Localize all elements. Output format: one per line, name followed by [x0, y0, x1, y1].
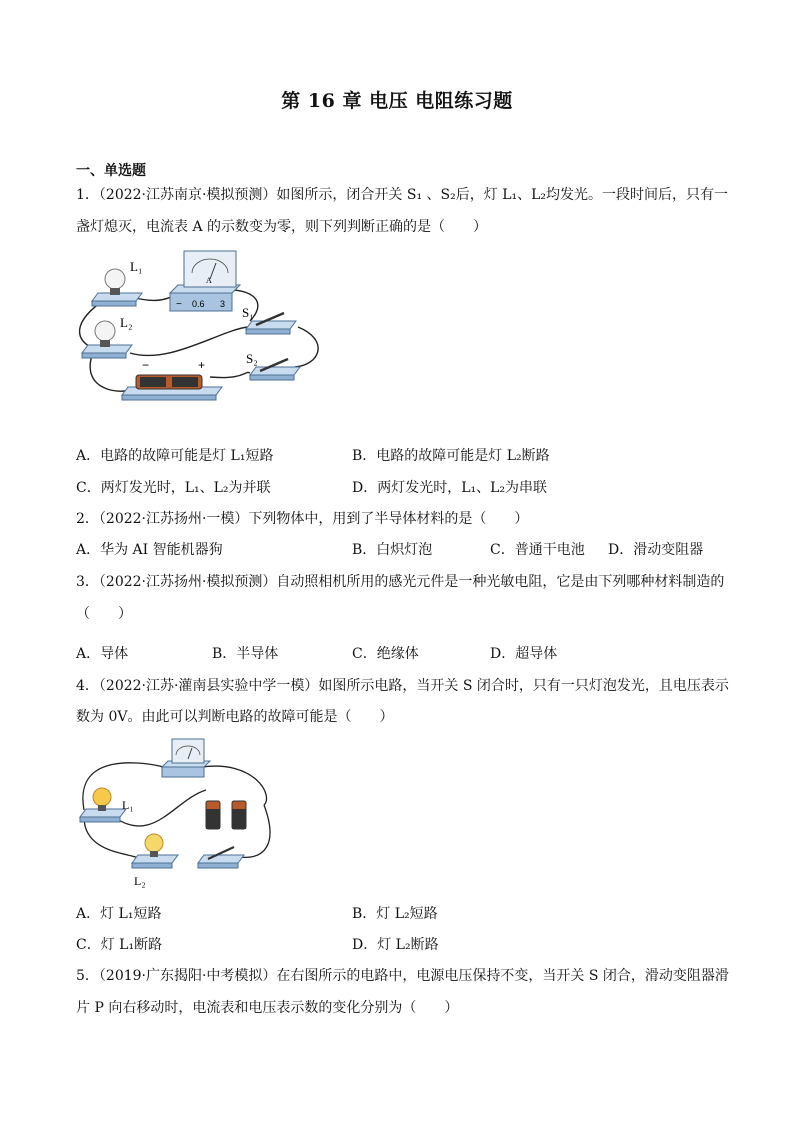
q4-lamp-l2-bulb-icon [145, 834, 163, 852]
q4-label-l1: L₁ [122, 798, 134, 812]
switch-s1-base [246, 329, 290, 334]
q1-ammeter-terminal-06: 0.6 [192, 299, 205, 309]
q2-option-b[interactable]: B．白炽灯泡 [352, 542, 433, 558]
q4-option-d[interactable]: D．灯 L₂断路 [352, 937, 439, 953]
q1-option-b[interactable]: B．电路的故障可能是灯 L₂断路 [352, 448, 550, 464]
q3-option-a[interactable]: A．导体 [76, 646, 129, 662]
voltmeter-base [162, 767, 204, 777]
lamp-l2-base [82, 353, 126, 358]
q1-battery-plus: + [198, 358, 206, 372]
q1-stem-line1: 1．（2022·江苏南京·模拟预测）如图所示，闭合开关 S₁ 、S₂后，灯 L₁、L₂均发光。一段时间后，只有一 [76, 187, 729, 203]
lamp-l2-bulb-icon [95, 321, 115, 341]
q3-option-b[interactable]: B．半导体 [212, 646, 279, 662]
q1-option-d[interactable]: D．两灯发光时，L₁、L₂为串联 [352, 480, 548, 496]
q2-option-d[interactable]: D．滑动变阻器 [608, 542, 704, 558]
q1-label-l2: L₂ [120, 315, 133, 330]
q1-circuit-figure [70, 245, 330, 405]
q4-circuit-figure [74, 735, 284, 895]
switch-s2-base [250, 375, 294, 380]
q1-label-s1: S₁ [242, 305, 254, 320]
battery-base [122, 395, 216, 400]
q3-stem-line2: （ ） [76, 606, 132, 622]
q1-battery-minus: − [142, 358, 150, 372]
q4-label-l2: L₂ [134, 874, 146, 888]
q4-lamp-l1-base [80, 817, 120, 822]
q2-option-c[interactable]: C．普通干电池 [490, 542, 585, 558]
q1-label-s2: S₂ [246, 351, 258, 366]
q1-ammeter-terminal-3: 3 [220, 299, 226, 309]
q3-option-d[interactable]: D．超导体 [490, 646, 558, 662]
q4-option-b[interactable]: B．灯 L₂短路 [352, 906, 438, 922]
q5-stem-line2: 片 P 向右移动时，电流表和电压表示数的变化分别为（ ） [76, 1000, 459, 1016]
page-title: 第 16 章 电压 电阻练习题 [281, 90, 513, 112]
q2-option-a[interactable]: A．华为 AI 智能机器狗 [76, 542, 223, 558]
q3-stem-line1: 3．（2022·江苏扬州·模拟预测）自动照相机所用的感光元件是一种光敏电阻，它是由下列哪种材料制造的 [76, 574, 725, 590]
q4-switch-base [198, 863, 238, 868]
q4-lamp-l1-bulb-icon [93, 788, 111, 806]
q4-option-a[interactable]: A．灯 L₁短路 [76, 906, 162, 922]
q1-option-c[interactable]: C．两灯发光时，L₁、L₂为并联 [76, 480, 271, 496]
q1-stem-line2: 盏灯熄灭，电流表 A 的示数变为零，则下列判断正确的是（ ） [76, 219, 488, 235]
q1-option-a[interactable]: A．电路的故障可能是灯 L₁短路 [76, 448, 274, 464]
q5-stem-line1: 5．（2019·广东揭阳·中考模拟）在右图所示的电路中，电源电压保持不变，当开关 S 闭合，滑动变阻器滑 [76, 968, 729, 984]
section-heading: 一、单选题 [76, 163, 146, 179]
q1-label-l1: L₁ [130, 259, 143, 274]
q1-ammeter-minus: − [176, 299, 182, 310]
lamp-l1-base [92, 301, 136, 306]
q4-stem-line2: 数为 0V。由此可以判断电路的故障可能是（ ） [76, 709, 394, 725]
q2-stem: 2．（2022·江苏扬州·一模）下列物体中，用到了半导体材料的是（ ） [76, 511, 529, 527]
q3-option-c[interactable]: C．绝缘体 [352, 646, 419, 662]
q4-lamp-l2-base [132, 863, 172, 868]
q4-stem-line1: 4．（2022·江苏·灌南县实验中学一模）如图所示电路，当开关 S 闭合时，只有一只灯泡发光，且电压表示 [76, 678, 729, 694]
q4-option-c[interactable]: C．灯 L₁断路 [76, 937, 163, 953]
lamp-l1-bulb-icon [105, 269, 125, 289]
q1-ammeter-letter: A [206, 276, 212, 285]
